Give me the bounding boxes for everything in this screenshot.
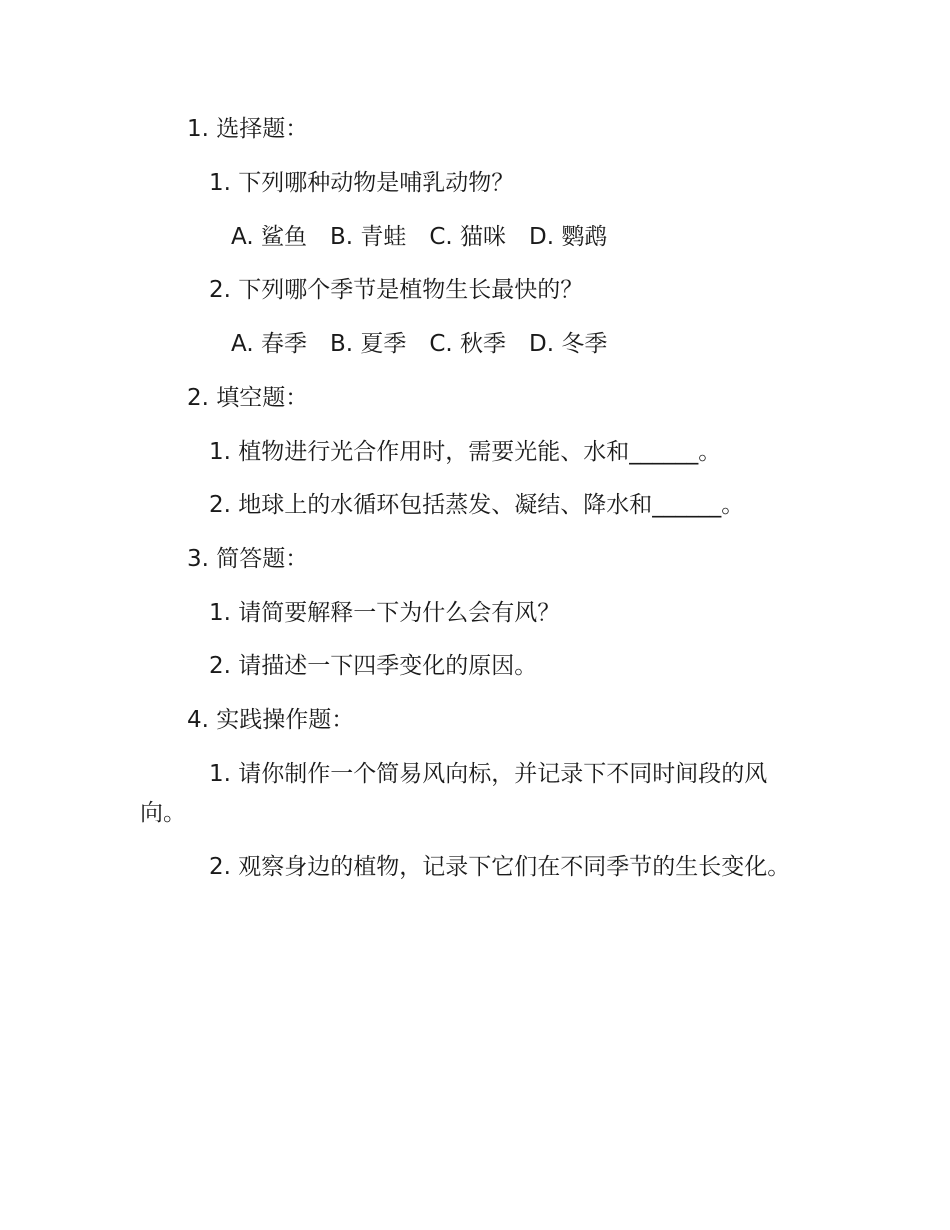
options-choice-2: A. 春季 B. 夏季 C. 秋季 D. 冬季 xyxy=(231,331,608,357)
question-fill-blank-1: 1. 植物进行光合作用时，需要光能、水和______。 xyxy=(209,439,722,465)
section-heading-fill-blank: 2. 填空题： xyxy=(187,385,309,411)
question-practice-1-line1: 1. 请你制作一个简易风向标，并记录下不同时间段的风 xyxy=(209,761,768,787)
question-practice-1-line2: 向。 xyxy=(140,800,186,826)
question-choice-1: 1. 下列哪种动物是哺乳动物？ xyxy=(209,170,515,196)
question-choice-2: 2. 下列哪个季节是植物生长最快的？ xyxy=(209,277,584,303)
section-heading-practice: 4. 实践操作题： xyxy=(187,707,355,733)
section-heading-short-answer: 3. 简答题： xyxy=(187,546,309,572)
question-practice-2: 2. 观察身边的植物，记录下它们在不同季节的生长变化。 xyxy=(209,854,791,880)
question-fill-blank-2: 2. 地球上的水循环包括蒸发、凝结、降水和______。 xyxy=(209,492,745,518)
question-short-answer-2: 2. 请描述一下四季变化的原因。 xyxy=(209,653,538,679)
section-heading-choice: 1. 选择题： xyxy=(187,116,309,142)
options-choice-1: A. 鲨鱼 B. 青蛙 C. 猫咪 D. 鹦鹉 xyxy=(231,224,608,250)
question-short-answer-1: 1. 请简要解释一下为什么会有风？ xyxy=(209,600,561,626)
